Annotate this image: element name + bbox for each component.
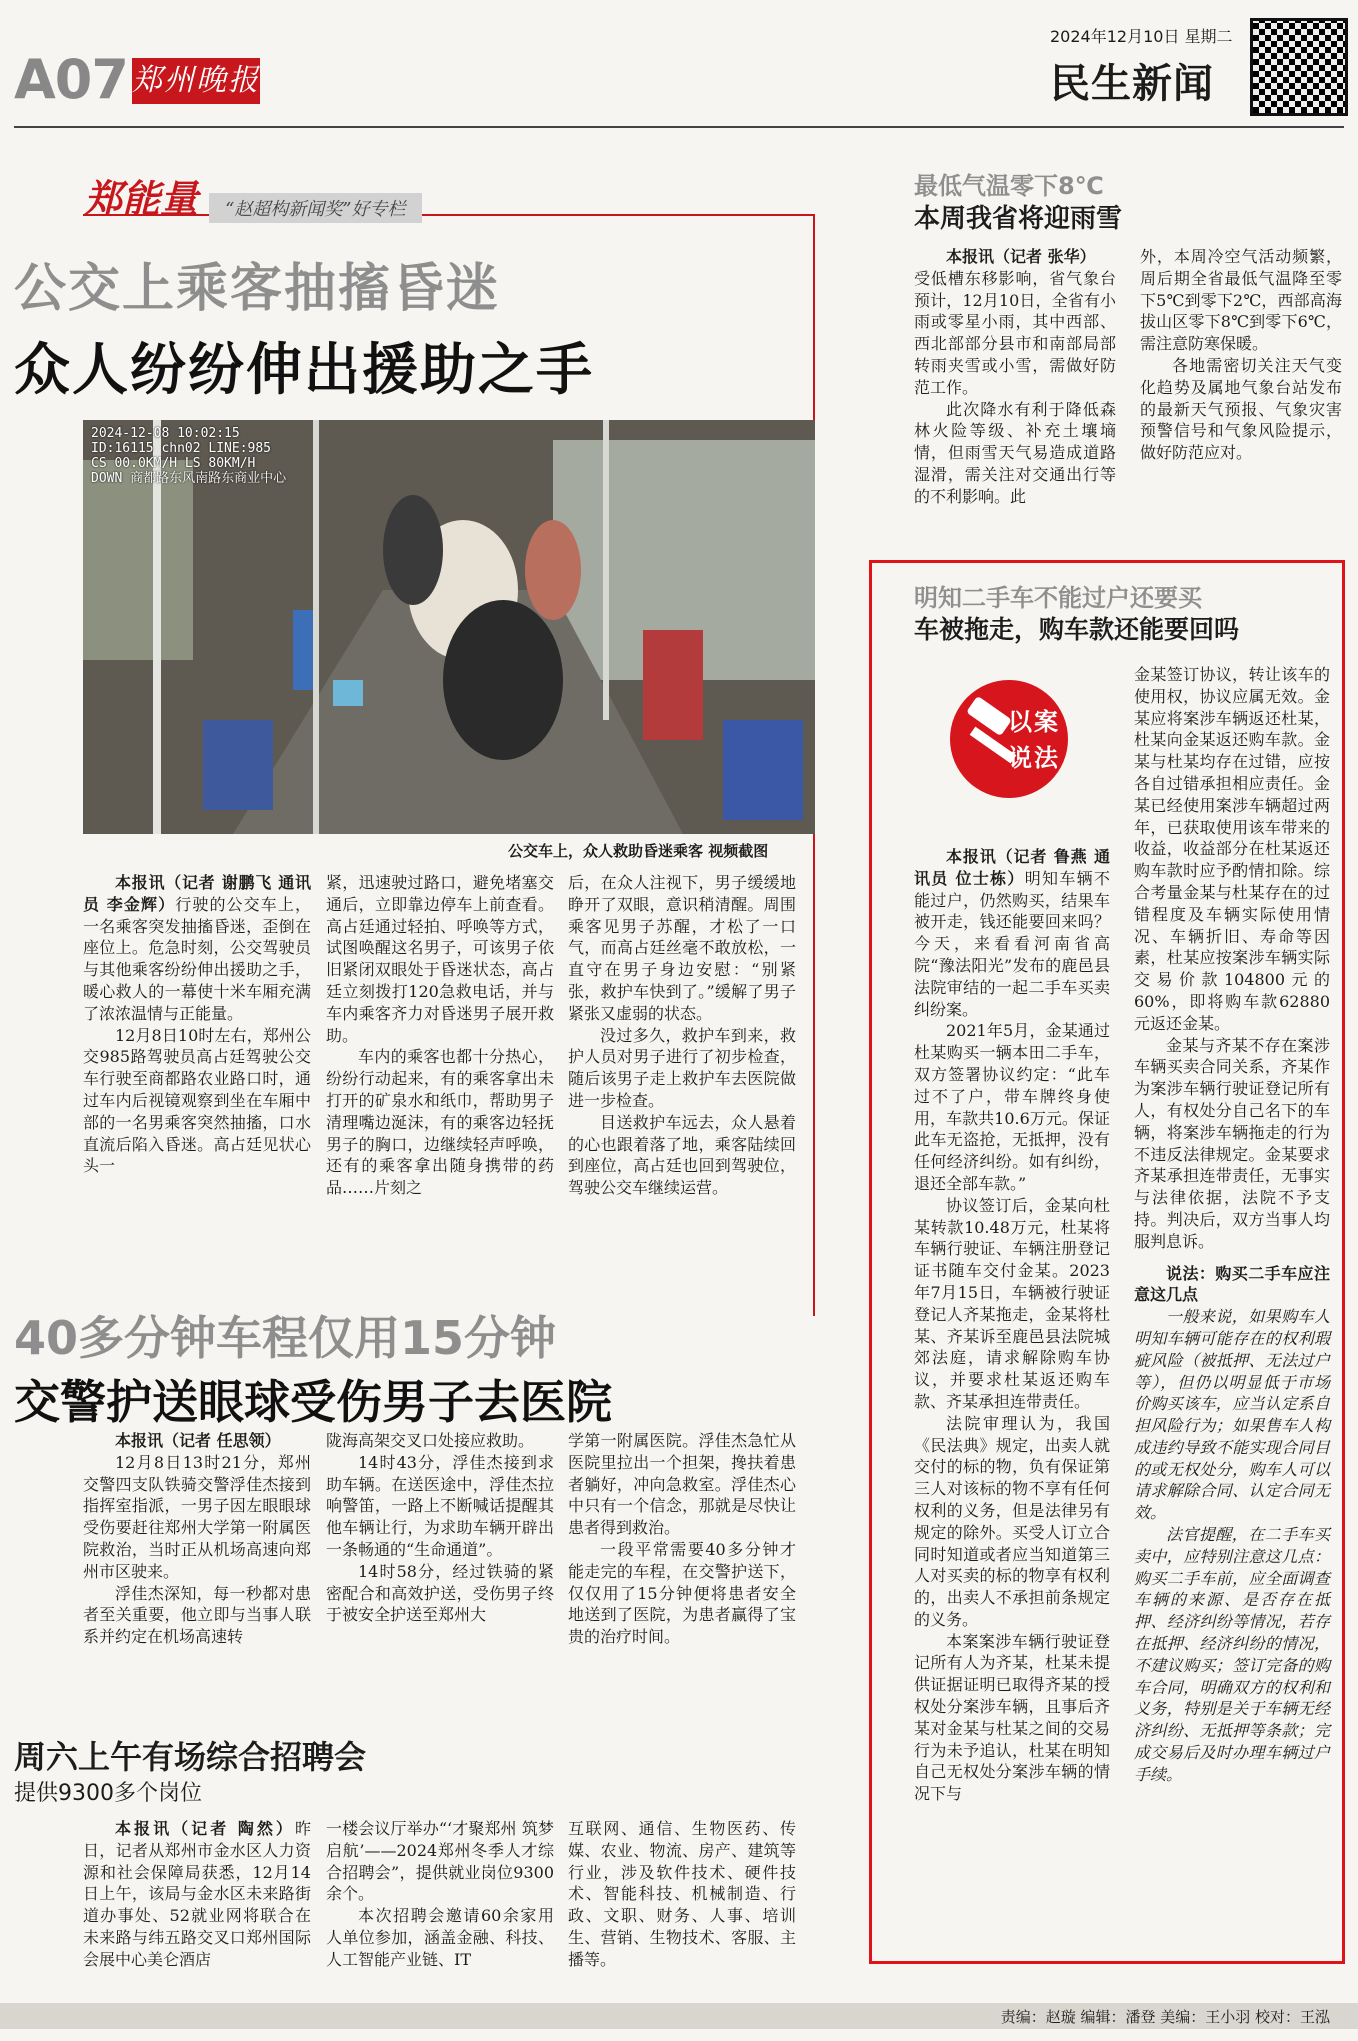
paragraph: 14时58分，经过铁骑的紧密配合和高效护送，受伤男子终于被安全护送至郑州大	[326, 1561, 554, 1625]
story4-title-line2: 本周我省将迎雨雪	[914, 204, 1123, 234]
paragraph: 浮佳杰深知，每一秒都对患者至关重要，他立即与当事人联系并约定在机场高速转	[83, 1583, 311, 1647]
story5-byline: 本报讯（记者 鲁燕 通讯员 位士栋）	[914, 847, 1110, 888]
story3-column-3	[568, 1818, 796, 1971]
cctv-line: DOWN 商都路东风南路东商业中心	[91, 471, 287, 486]
qr-code-icon[interactable]	[1250, 18, 1348, 116]
paragraph: 本案案涉车辆行驶证登记所有人为齐某，杜某未提供证据证明已取得齐某的授权处分案涉车辆，且事后齐某对金某与杜某之间的交易行为未予追认，杜某在明知自己无权处分案涉车辆的情况下与	[914, 1631, 1110, 1804]
paragraph: 12月8日10时左右，郑州公交985路驾驶员高占廷驾驶公交车行驶至商都路农业路口时，通过车内后视镜观察到坐在车厢中部的一名男乘客突然抽搐，口水直流后陷入昏迷。高占廷见状心头一	[83, 1025, 311, 1176]
story1-column-3	[568, 872, 796, 1199]
column-tag: “赵超构新闻奖”好专栏	[209, 193, 421, 223]
story4-column-1	[914, 246, 1116, 508]
paragraph: 12月8日13时21分，郑州交警四支队铁骑交警浮佳杰接到指挥室指派，一男子因左眼眼球受伤要赶往郑州大学第一附属医院救治，当时正从机场高速向郑州市区驶来。	[83, 1452, 311, 1581]
story5-title-line1: 明知二手车不能过户还要买	[914, 584, 1202, 612]
bus-cctv-photo	[83, 420, 815, 834]
paragraph: 紧，迅速驶过路口，避免堵塞交通后，立即靠边停车上前查看。高占廷通过轻拍、呼唤等方式，试图唤醒这名男子，可该男子依旧紧闭双眼处于昏迷状态，高占廷立刻拨打120急救电话，并与车内乘客齐力对昏迷男子展开救助。	[326, 873, 554, 1045]
paragraph: 后，在众人注视下，男子缓缓地睁开了双眼，意识稍清醒。周围乘客见男子苏醒，才松了一口气，而高占廷丝毫不敢放松，一直守在男子身边安慰：“别紧张，救护车快到了。”缓解了男子紧张又虚弱的状态。	[568, 873, 796, 1023]
paragraph: 一楼会议厅举办“‘才聚郑州 筑梦启航’——2024郑州冬季人才综合招聘会”，提供就业岗位9300余个。	[326, 1819, 554, 1904]
paragraph: 陇海高架交叉口处接应救助。	[326, 1431, 535, 1450]
story2-column-2	[326, 1430, 554, 1626]
gavel-stamp-icon	[950, 680, 1068, 798]
story1-title-line2: 众人纷纷伸出援助之手	[14, 338, 594, 403]
cctv-overlay-text	[91, 426, 286, 486]
story3-column-1	[83, 1818, 311, 1971]
newspaper-logo: 郑州晚报	[132, 58, 260, 104]
cctv-line: ID:16115 chn02 LINE:985	[91, 441, 272, 456]
column-badge	[84, 168, 422, 223]
story2-title-line1: 40多分钟车程仅用15分钟	[14, 1311, 557, 1365]
story2-title-line2: 交警护送眼球受伤男子去医院	[14, 1375, 612, 1429]
story3-column-2	[326, 1818, 554, 1971]
story5-column-1	[914, 846, 1110, 1805]
paragraph: 目送救护车远去，众人悬着的心也跟着落了地，乘客陆续回到座位，高占廷也回到驾驶位，驾驶公交车继续运营。	[568, 1112, 796, 1198]
masthead-rule	[14, 126, 1344, 128]
stamp-char: 法	[1034, 743, 1058, 772]
story2-column-3	[568, 1430, 796, 1648]
story1-byline: 本报讯（记者 谢鹏飞 通讯员 李金辉）	[83, 873, 311, 914]
paragraph: 学第一附属医院。浮佳杰急忙从医院里拉出一个担架，搀扶着患者躺好，冲向急救室。浮佳杰心中只有一个信念，那就是尽快让患者得到救治。	[568, 1431, 796, 1538]
paragraph: 一段平常需要40多分钟才能走完的车程，在交警护送下，仅仅用了15分钟便将患者安全地送到了医院，为患者赢得了宝贵的治疗时间。	[568, 1539, 796, 1647]
paragraph: 受低槽东移影响，省气象台预计，12月10日，全省有小雨或零星小雨，其中西部、西北部部分县市和南部局部转雨夹雪或小雪，需做好防范工作。	[914, 268, 1116, 397]
paragraph: 2021年5月，金某通过杜某购买一辆本田二手车，双方签署协议约定：“此车过不了户，带车牌终身使用，车款共10.6万元。保证此车无盗抢，无抵押，没有任何经济纠纷。如有纠纷，退还全部车款。”	[914, 1021, 1110, 1193]
paragraph: 行驶的公交车上，一名乘客突发抽搐昏迷，歪倒在座位上。危急时刻，公交驾驶员与其他乘客纷纷伸出援助之手，暖心救人的一幕使十米车厢充满了浓浓温情与正能量。	[83, 894, 311, 1023]
paragraph: 金某签订协议，转让该车的使用权，协议应属无效。金某应将案涉车辆返还杜某，杜某向金某返还购车款。金某与杜某均存在过错，应按各自过错承担相应责任。金某已经使用案涉车辆超过两年，已获取使用该车带来的收益，收益部分在杜某返还购车款时应予酌情扣除。综合考量金某与杜某存在的过错程度及车辆实际使用情况、车辆折旧、寿命等因素，杜某应按案涉车辆实际交易价款104800元的60%，即将购车款62880元返还金某。	[1134, 665, 1330, 1033]
story5-column-2	[1134, 664, 1330, 1786]
issue-date: 2024年12月10日 星期二	[1050, 27, 1233, 46]
legal-note-title: 说法：购买二手车应注意这几点	[1134, 1263, 1330, 1305]
paragraph: 昨日，记者从郑州市金水区人力资源和社会保障局获悉，12月14日上午，该局与金水区未来路街道办事处、52就业网将联合在未来路与纬五路交叉口郑州国际会展中心美仑酒店	[83, 1819, 311, 1969]
paragraph: 法官提醒，在二手车买卖中，应特别注意这几点：购买二手车前，应全面调查车辆的来源、是否存在抵押、经济纠纷等情况，若存在抵押、经济纠纷的情况，不建议购买；签订完备的购车合同，明确双方的权利和义务，特别是关于车辆无经济纠纷、无抵押等条款；完成交易后及时办理车辆过户手续。	[1134, 1525, 1330, 1784]
paragraph: 各地需密切关注天气变化趋势及属地气象台站发布的最新天气预报、气象灾害预警信号和气象风险提示，做好防范应对。	[1140, 355, 1342, 463]
paragraph: 明知车辆不能过户，仍然购买，结果车被开走，钱还能要回来吗？今天，来看看河南省高院“豫法阳光”发布的鹿邑县法院审结的一起二手车买卖纠纷案。	[914, 868, 1110, 1019]
story3-subtitle: 提供9300多个岗位	[14, 1781, 202, 1806]
paragraph: 协议签订后，金某向杜某转款10.48万元，杜某将车辆行驶证、车辆注册登记证书随车交付金某。2023年7月15日，车辆被行驶证登记人齐某拖走，金某将杜某、齐某诉至鹿邑县法院城郊法庭，请求解除购车协议，并要求杜某返还购车款、齐某承担连带责任。	[914, 1195, 1110, 1411]
cctv-line: 2024-12-08 10:02:15	[91, 426, 240, 441]
story2-column-1	[83, 1430, 311, 1648]
story5-title-line2: 车被拖走，购车款还能要回吗	[914, 615, 1240, 644]
page-number: A07	[14, 48, 128, 111]
story1-column-2	[326, 872, 554, 1199]
editor-credits: 责编：赵璇 编辑：潘登 美编：王小羽 校对：王泓	[1000, 2008, 1330, 2026]
story3-title: 周六上午有场综合招聘会	[14, 1738, 367, 1776]
paragraph: 本次招聘会邀请60余家用人单位参加，涵盖金融、科技、人工智能产业链、IT	[326, 1906, 554, 1969]
stamp-char: 以	[1008, 707, 1032, 736]
section-name: 民生新闻	[1050, 61, 1214, 107]
stamp-char: 案	[1034, 707, 1058, 736]
story3-byline: 本报讯（记者 陶然）	[115, 1819, 295, 1838]
photo-caption: 公交车上，众人救助昏迷乘客 视频截图	[508, 842, 769, 860]
story4-byline: 本报讯（记者 张华）	[946, 247, 1096, 266]
story2-byline: 本报讯（记者 任思领）	[115, 1431, 281, 1450]
stamp-char: 说	[1008, 743, 1032, 772]
paragraph: 法院审理认为，我国《民法典》规定，出卖人就交付的标的物，负有保证第三人对该标的物不享有任何权利的义务，但是法律另有规定的除外。买受人订立合同时知道或者应当知道第三人对买卖的标的物享有权利的，出卖人不承担前条规定的义务。	[914, 1413, 1110, 1629]
paragraph: 此次降水有利于降低森林火险等级、补充土壤墒情，但雨雪天气易造成道路湿滑，需关注对交通出行等的不利影响。此	[914, 399, 1116, 506]
story1-title-line1: 公交上乘客抽搐昏迷	[14, 259, 501, 319]
column-brand: 郑能量	[84, 177, 199, 221]
cctv-line: CS 00.0KM/H LS 80KM/H	[91, 456, 256, 471]
paragraph: 一般来说，如果购车人明知车辆可能存在的权利瑕疵风险（被抵押、无法过户等），但仍以明显低于市场价购买该车，应当认定系自担风险行为；如果售车人构成违约导致不能实现合同目的或无权处分，购车人可以请求解除合同、认定合同无效。	[1134, 1307, 1330, 1523]
story4-title-line1: 最低气温零下8℃	[914, 172, 1104, 200]
paragraph: 金某与齐某不存在案涉车辆买卖合同关系，齐某作为案涉车辆行驶证登记所有人，有权处分自己名下的车辆，将案涉车辆拖走的行为不违反法律规定。金某要求齐某承担连带责任，无事实与法律依据，法院不予支持。判决后，双方当事人均服判息诉。	[1134, 1035, 1330, 1251]
paragraph: 没过多久，救护车到来，救护人员对男子进行了初步检查，随后该男子走上救护车去医院做进一步检查。	[568, 1025, 796, 1110]
paragraph: 车内的乘客也都十分热心，纷纷行动起来，有的乘客拿出未打开的矿泉水和纸巾，帮助男子清理嘴边涎沫，有的乘客边轻抚男子的胸口，边继续轻声呼唤，还有的乘客拿出随身携带的药品……片刻之	[326, 1047, 554, 1198]
story4-column-2	[1140, 246, 1342, 464]
story1-column-1	[83, 872, 311, 1177]
paragraph: 外，本周冷空气活动频繁，周后期全省最低气温降至零下5℃到零下2℃，西部高海拔山区零下8℃到零下6℃，需注意防寒保暖。	[1140, 247, 1342, 354]
paragraph: 14时43分，浮佳杰接到求助车辆。在送医途中，浮佳杰拉响警笛，一路上不断喊话提醒其他车辆让行，为求助车辆开辟出一条畅通的“生命通道”。	[326, 1452, 554, 1559]
paragraph: 互联网、通信、生物医药、传媒、农业、物流、房产、建筑等行业，涉及软件技术、硬件技术、智能科技、机械制造、行政、文职、财务、人事、培训生、营销、生物技术、客服、主播等。	[568, 1819, 796, 1969]
